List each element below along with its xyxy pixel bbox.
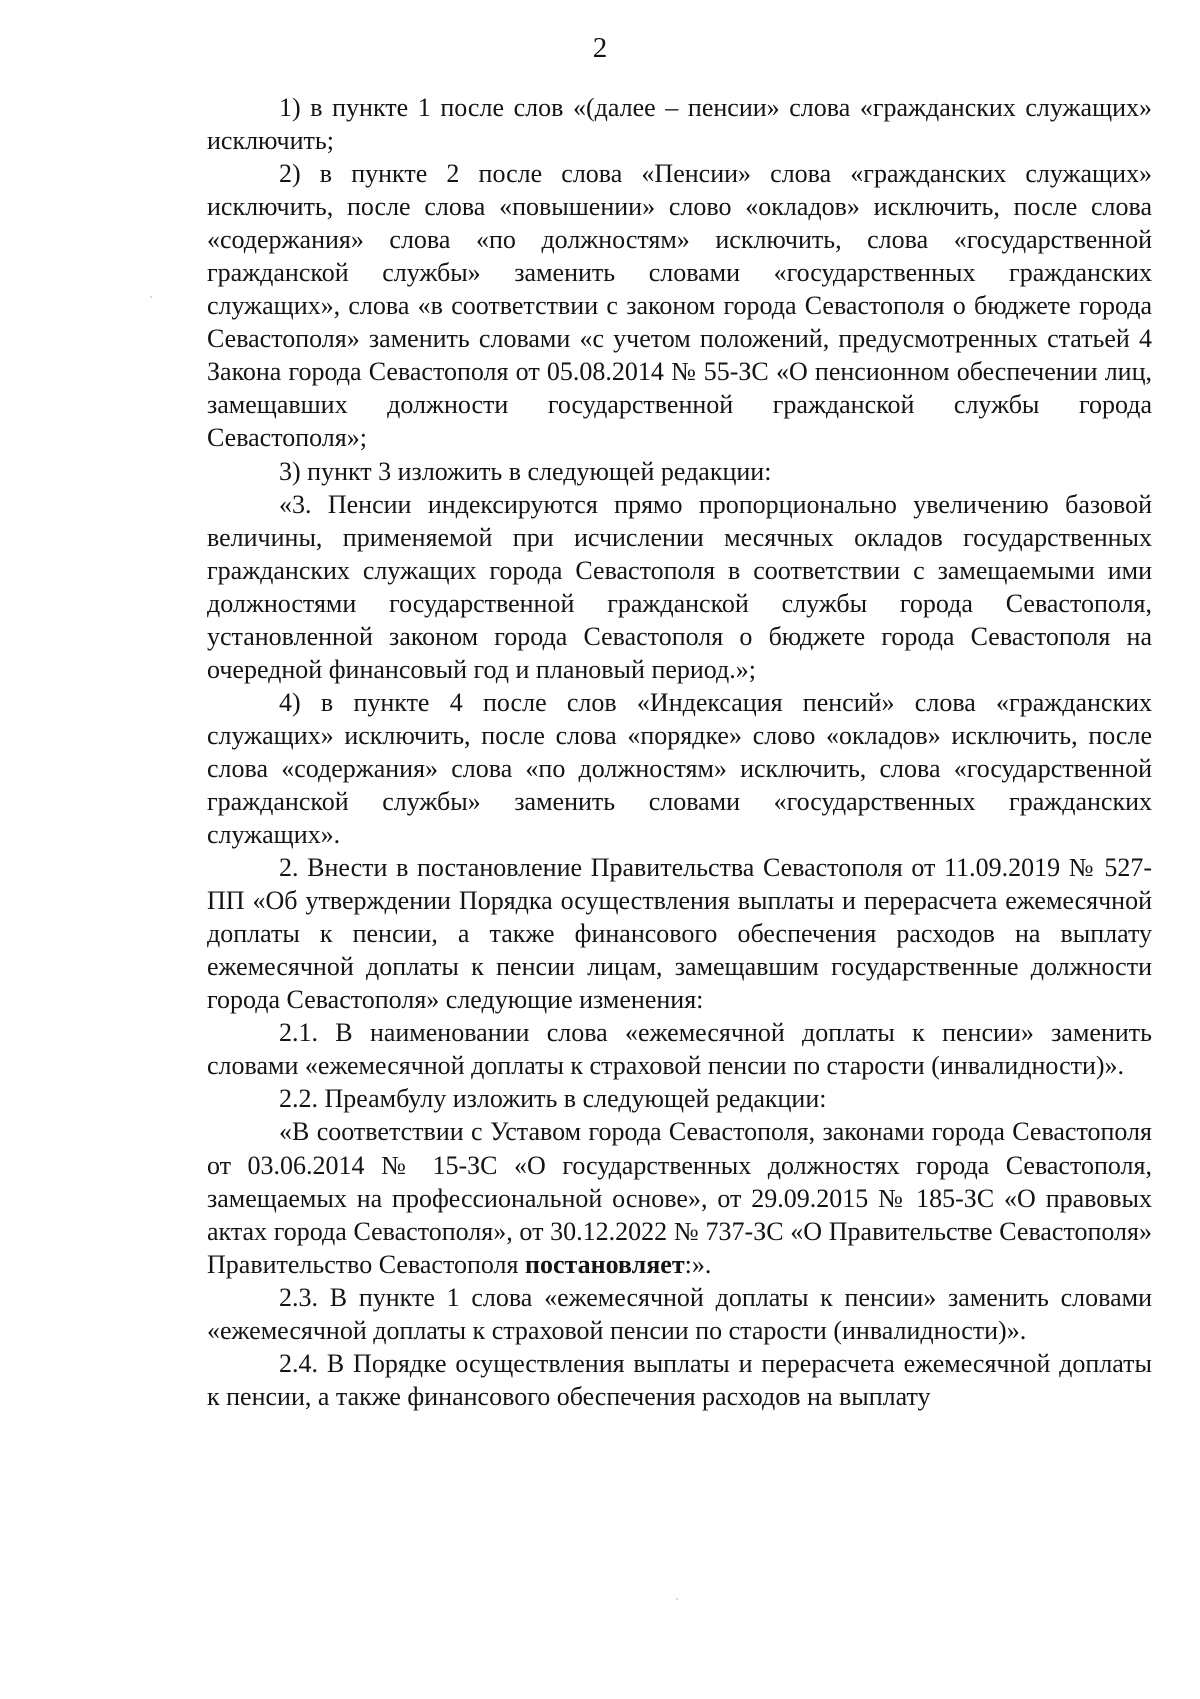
page-number: 2 <box>592 32 608 64</box>
scan-speck <box>676 1598 678 1600</box>
document-body <box>207 91 1152 1413</box>
preamble-end: :». <box>684 1249 712 1279</box>
paragraph-item-2: 2) в пункте 2 после слова «Пенсии» слова «гражданских служащих» исключить, после слова «повышении» слово «окладов» исключить, после слова «содержания» слова «по должностям» исключить, слова «государственной гражданской службы» заменить словами «государственных гражданских служащих», слова «в соответствии с законом города Севастополя о бюджете города Севастополя» заменить словами «с учетом положений, предусмотренных статьей 4 Закона города Севастополя от 05.08.2014 № 55-ЗС «О пенсионном обеспечении лиц, замещавших должности государственной гражданской службы города Севастополя»; <box>207 159 1152 453</box>
paragraph-item-3-text: «3. Пенсии индексируются прямо пропорционально увеличению базовой величины, применяемой при исчислении месячных окладов государственных гражданских служащих города Севастополя в соответствии с замещаемыми ими должностями государственной гражданской службы города Севастополя, установленной законом города Севастополя о бюджете города Севастополя на очередной финансовый год и плановый период.»; <box>207 489 1152 684</box>
paragraph-2-1: 2.1. В наименовании слова «ежемесячной доплаты к пенсии» заменить словами «ежемесячной доплаты к страховой пенсии по старости (инвалидности)». <box>207 1018 1152 1081</box>
scan-speck <box>150 296 152 298</box>
preamble-text: «В соответствии с Уставом города Севастополя, законами города Севастополя от 03.06.2014 № 15-ЗС «О государственных должностях города Севастополя, замещаемых на профессиональной основе», от 29.09.2015 № 185-ЗС «О правовых актах города Севастополя», от 30.12.2022 № 737-ЗС «О Правительстве Севастополя» Правительство Севастополя <box>207 1117 1152 1279</box>
paragraph-section-2: 2. Внести в постановление Правительства Севастополя от 11.09.2019 № 527-ПП «Об утверждении Порядка осуществления выплаты и перерасчета ежемесячной доплаты к пенсии, а также финансового обеспечения расходов на выплату ежемесячной доплаты к пенсии лицам, замещавшим государственные должности города Севастополя» следующие изменения: <box>207 853 1152 1015</box>
paragraph-preamble <box>207 1115 1152 1280</box>
paragraph-item-3: 3) пункт 3 изложить в следующей редакции: <box>279 456 772 486</box>
preamble-bold-word: постановляет <box>524 1249 685 1279</box>
paragraph-2-4: 2.4. В Порядке осуществления выплаты и перерасчета ежемесячной доплаты к пенсии, а также финансового обеспечения расходов на выплату <box>207 1348 1152 1411</box>
paragraph-2-2: 2.2. Преамбулу изложить в следующей редакции: <box>279 1084 827 1114</box>
paragraph-item-1: 1) в пункте 1 после слов «(далее – пенсии» слова «гражданских служащих» исключить; <box>207 93 1152 156</box>
paragraph-2-3: 2.3. В пункте 1 слова «ежемесячной доплаты к пенсии» заменить словами «ежемесячной доплаты к страховой пенсии по старости (инвалидности)». <box>207 1282 1152 1345</box>
paragraph-item-4: 4) в пункте 4 после слов «Индексация пенсий» слова «гражданских служащих» исключить, после слова «порядке» слово «окладов» исключить, после слова «содержания» слова «по должностям» исключить, слова «государственной гражданской службы» заменить словами «государственных гражданских служащих». <box>207 687 1152 850</box>
